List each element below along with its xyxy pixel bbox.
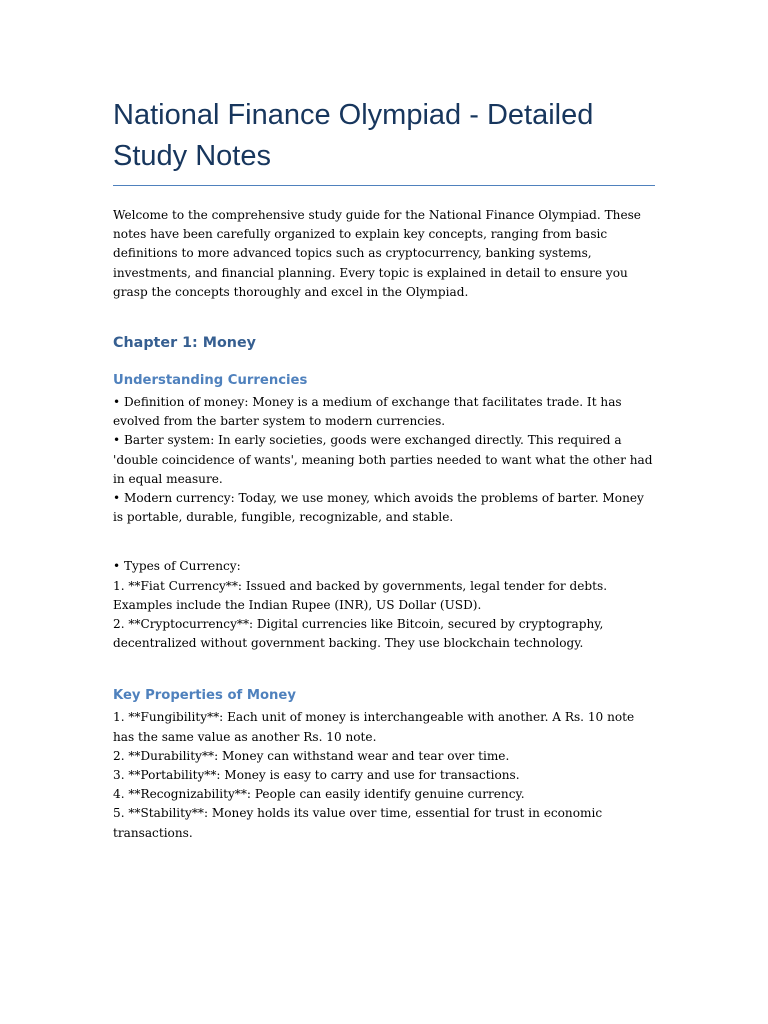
durability-line: 2. **Durability**: Money can withstand wear and tear over time. — [113, 748, 510, 763]
currencies-paragraph — [113, 393, 655, 527]
types-of-currency-line: • Types of Currency: — [113, 559, 241, 574]
definition-of-money-line: • Definition of money: Money is a medium of exchange that facilitates trade. It has evolved from the barter system to modern currencies. — [113, 395, 622, 429]
barter-system-line: • Barter system: In early societies, goods were exchanged directly. This required a 'double coincidence of wants', meaning both parties needed to want what the other had in equal measure. — [113, 433, 653, 486]
fungibility-line: 1. **Fungibility**: Each unit of money is interchangeable with another. A Rs. 10 note has the same value as another Rs. 10 note. — [113, 710, 635, 744]
portability-line: 3. **Portability**: Money is easy to carry and use for transactions. — [113, 768, 520, 783]
chapter-heading: Chapter 1: Money — [113, 335, 256, 352]
document-title: National Finance Olympiad - Detailed Study Notes — [113, 95, 655, 186]
recognizability-line: 4. **Recognizability**: People can easily identify genuine currency. — [113, 787, 525, 802]
cryptocurrency-line: 2. **Cryptocurrency**: Digital currencies like Bitcoin, secured by cryptography, decentralized without government backing. They use blockchain technology. — [113, 617, 604, 651]
types-of-currency-paragraph — [113, 557, 655, 653]
modern-currency-line: • Modern currency: Today, we use money, which avoids the problems of barter. Money is portable, durable, fungible, recognizable, and stable. — [113, 491, 644, 525]
document-page — [113, 95, 655, 843]
section-heading-understanding-currencies: Understanding Currencies — [113, 373, 308, 389]
intro-paragraph: Welcome to the comprehensive study guide for the National Finance Olympiad. These notes have been carefully organized to explain key concepts, ranging from basic definitions to more advanced topics such as cryptocurrency, banking systems, investments, and financial planning. Every topic is explained in detail to ensure you grasp the concepts thoroughly and excel in the Olympiad. — [113, 208, 641, 299]
stability-line: 5. **Stability**: Money holds its value over time, essential for trust in economic transactions. — [113, 806, 603, 840]
key-properties-paragraph — [113, 708, 655, 842]
fiat-currency-line: 1. **Fiat Currency**: Issued and backed by governments, legal tender for debts. Examples include the Indian Rupee (INR), US Dollar (USD). — [113, 578, 608, 612]
section-heading-key-properties: Key Properties of Money — [113, 688, 296, 704]
